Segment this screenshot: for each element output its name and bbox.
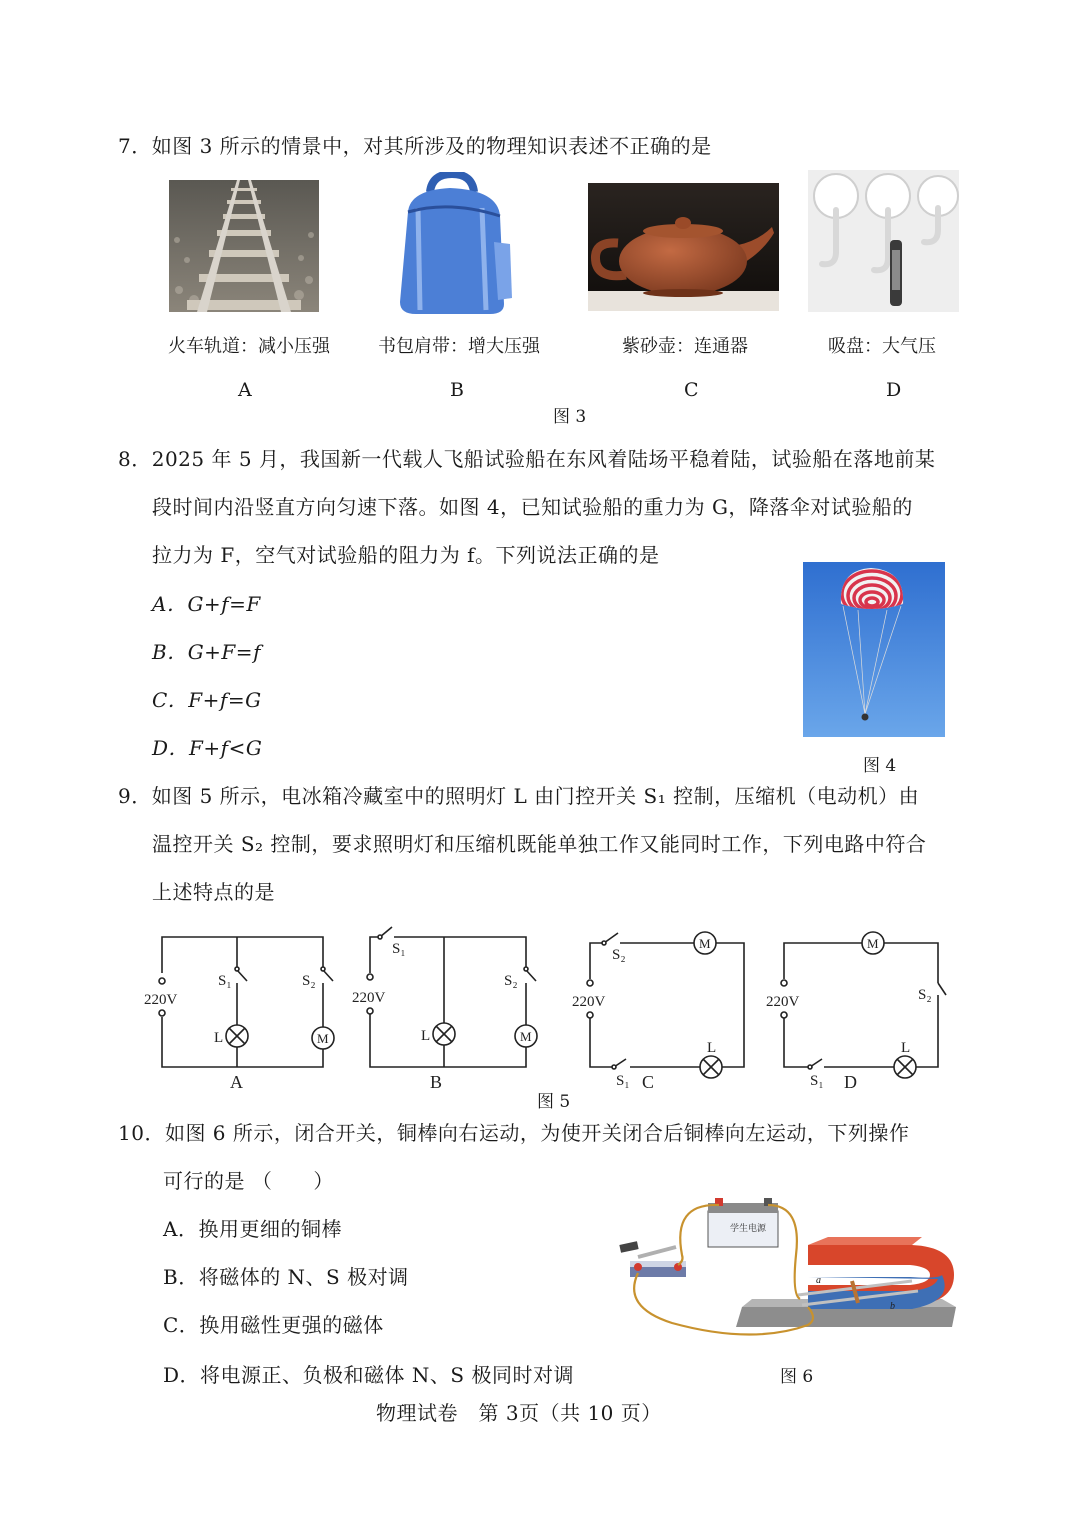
- circuit-b-letter: B: [430, 1072, 443, 1092]
- q10-stem-line1: 10．如图 6 所示，闭合开关，铜棒向右运动，为使开关闭合后铜棒向左运动，下列操作: [118, 1121, 910, 1145]
- circuit-c-letter: C: [642, 1072, 655, 1092]
- circuit-d-lamp-label: L: [901, 1040, 911, 1056]
- circuit-c-motor-label: M: [699, 936, 711, 951]
- q10-stem-line2: 可行的是 （ ）: [163, 1169, 334, 1193]
- circuit-d-voltage: 220V: [766, 994, 800, 1010]
- q7-option-d[interactable]: D: [886, 379, 902, 401]
- q7-option-a[interactable]: A: [238, 379, 252, 401]
- q8-option-b[interactable]: B．G+F=f: [152, 640, 261, 664]
- q10-option-c[interactable]: C．换用磁性更强的磁体: [163, 1313, 384, 1337]
- q8-stem-line1: 8．2025 年 5 月，我国新一代载人飞船试验船在东风着陆场平稳着陆，试验船在落地前某: [118, 447, 936, 471]
- backpack-photo: [390, 172, 520, 317]
- circuit-a-voltage: 220V: [144, 992, 178, 1008]
- circuit-b-voltage: 220V: [352, 990, 386, 1006]
- q7-caption-d: 吸盘：大气压: [828, 336, 936, 357]
- circuit-d-s2: S₂: [918, 987, 932, 1003]
- figure-3-caption: 图 3: [553, 407, 587, 427]
- q9-stem-line3: 上述特点的是: [152, 880, 275, 904]
- circuit-a-lamp-label: L: [214, 1030, 224, 1046]
- circuit-b-lamp-label: L: [421, 1028, 431, 1044]
- q10-option-b[interactable]: B．将磁体的 N、S 极对调: [163, 1265, 409, 1289]
- circuit-b-motor-label: M: [520, 1029, 532, 1044]
- circuit-d-motor-label: M: [867, 936, 879, 951]
- figure-4-caption: 图 4: [863, 756, 897, 776]
- q9-stem-line2: 温控开关 S₂ 控制，要求照明灯和压缩机既能单独工作又能同时工作，下列电路中符合: [152, 832, 927, 856]
- parachute-photo: [803, 562, 945, 737]
- figure-6-caption: 图 6: [780, 1367, 814, 1387]
- battery-label: 学生电源: [730, 1223, 767, 1233]
- circuit-a-letter: A: [230, 1072, 243, 1092]
- circuit-a: [162, 937, 333, 1067]
- q7-option-b[interactable]: B: [450, 379, 464, 401]
- teapot-photo: [588, 183, 779, 311]
- circuit-a-s2: S₂: [302, 973, 316, 989]
- railway-track-photo: [169, 180, 319, 312]
- circuit-c-lamp-label: L: [707, 1040, 717, 1056]
- circuit-a-s1: S₁: [218, 973, 232, 989]
- circuit-c-s2: S₂: [612, 947, 626, 963]
- q9-stem-line1: 9．如图 5 所示，电冰箱冷藏室中的照明灯 L 由门控开关 S₁ 控制，压缩机（电动机）由: [118, 784, 920, 808]
- q8-stem-line2: 段时间内沿竖直方向匀速下落。如图 4，已知试验船的重力为 G，降落伞对试验船的: [152, 495, 913, 519]
- q7-caption-a: 火车轨道：减小压强: [168, 336, 330, 357]
- circuit-c-s1: S₁: [616, 1073, 630, 1089]
- circuit-b-s1: S₁: [392, 941, 406, 957]
- q7-caption-b: 书包肩带：增大压强: [378, 336, 540, 357]
- q10-option-d[interactable]: D．将电源正、负极和磁体 N、S 极同时对调: [163, 1363, 574, 1387]
- circuit-d: [784, 943, 946, 1067]
- figure-5-caption: 图 5: [537, 1092, 571, 1112]
- q10-option-a[interactable]: A．换用更细的铜棒: [163, 1217, 342, 1241]
- q7-caption-c: 紫砂壶：连通器: [622, 336, 748, 357]
- q8-option-d[interactable]: D．F+f<G: [152, 736, 263, 760]
- q8-option-c[interactable]: C．F+f=G: [152, 688, 262, 712]
- page-footer: 物理试卷 第 3页（共 10 页）: [376, 1401, 662, 1425]
- circuit-d-letter: D: [844, 1072, 857, 1092]
- rod-label-b: b: [890, 1301, 895, 1312]
- q8-stem-line3: 拉力为 F，空气对试验船的阻力为 f。下列说法正确的是: [152, 543, 660, 567]
- circuit-c-voltage: 220V: [572, 994, 606, 1010]
- circuit-a-motor-label: M: [317, 1031, 329, 1046]
- suction-hook-photo: [808, 170, 959, 312]
- motor-experiment-photo: [612, 1195, 962, 1345]
- circuit-d-s1: S₁: [810, 1073, 824, 1089]
- q7-stem: 7．如图 3 所示的情景中，对其所涉及的物理知识表述不正确的是: [118, 134, 712, 158]
- circuit-b-s2: S₂: [504, 973, 518, 989]
- rod-label-a: a: [816, 1275, 821, 1286]
- q8-option-a[interactable]: A．G+f=F: [152, 592, 261, 616]
- circuit-diagrams: [130, 925, 960, 1095]
- q7-option-c[interactable]: C: [684, 379, 699, 401]
